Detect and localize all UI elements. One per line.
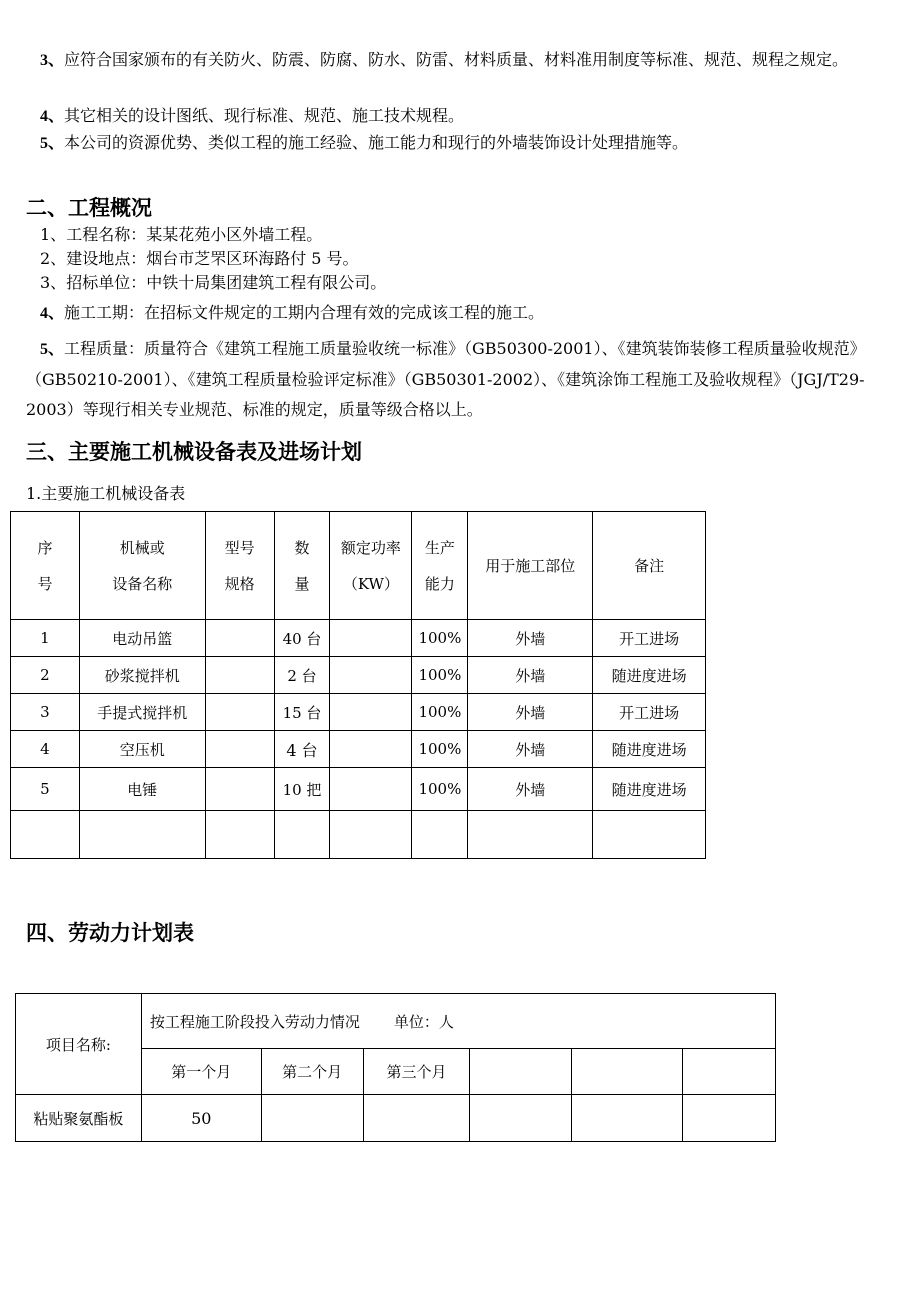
section-4-heading: 四、劳动力计划表: [26, 921, 194, 945]
labor-unit-text: 单位：人: [393, 1012, 454, 1031]
cell-capacity: 100%: [412, 657, 468, 694]
cell-qty: 40 台: [274, 620, 330, 657]
header-name: 机械或 设备名称: [79, 512, 205, 620]
clause-text: 应符合国家颁布的有关防火、防震、防腐、防水、防雷、材料质量、材料准用制度等标准、规范、规程之规定。: [64, 50, 849, 69]
labor-data-row: [16, 1095, 776, 1142]
value-month-1: 50: [141, 1095, 261, 1142]
cell-capacity: 100%: [412, 694, 468, 731]
cell-seq: 4: [11, 731, 80, 768]
cell-power: [330, 620, 412, 657]
table-row: [11, 731, 706, 768]
month-2: 第二个月: [261, 1049, 363, 1095]
value-month-3: [363, 1095, 470, 1142]
overview-item-1: [40, 223, 900, 247]
value-month-6: [683, 1095, 776, 1142]
header-qty: 数 量: [274, 512, 330, 620]
cell-power: [330, 731, 412, 768]
cell-seq: 5: [11, 768, 80, 811]
cell-part: 外墙: [468, 731, 593, 768]
cell-qty: 10 把: [274, 768, 330, 811]
labor-header-cell: [141, 994, 775, 1049]
clause-number: 3、: [40, 52, 65, 69]
cell-note: 开工进场: [593, 620, 706, 657]
month-5: [572, 1049, 683, 1095]
item-number: 3、: [40, 273, 67, 292]
cell-name: 手提式搅拌机: [79, 694, 205, 731]
clause-5: [40, 131, 900, 156]
item-number: 5、: [40, 341, 65, 358]
cell-seq: 2: [11, 657, 80, 694]
table-row: [11, 694, 706, 731]
cell-note: 开工进场: [593, 694, 706, 731]
table-header-row: [11, 512, 706, 620]
item-text: 建设地点：烟台市芝罘区环海路付 5 号。: [66, 249, 359, 268]
month-1: 第一个月: [141, 1049, 261, 1095]
item-text: 招标单位：中铁十局集团建筑工程有限公司。: [66, 273, 387, 292]
labor-plan-table: [15, 993, 776, 1142]
clause-4: [40, 104, 900, 129]
cell-model: [205, 731, 274, 768]
equipment-table: [10, 511, 706, 859]
cell-part: 外墙: [468, 620, 593, 657]
cell-seq: 3: [11, 694, 80, 731]
clause-text: 其它相关的设计图纸、现行标准、规范、施工技术规程。: [64, 106, 465, 125]
table-row: [11, 768, 706, 811]
cell-qty: 4 台: [274, 731, 330, 768]
cell-name: 电动吊篮: [79, 620, 205, 657]
header-note: 备注: [593, 512, 706, 620]
header-part: 用于施工部位: [468, 512, 593, 620]
cell-capacity: 100%: [412, 620, 468, 657]
cell-qty: 15 台: [274, 694, 330, 731]
cell-part: 外墙: [468, 694, 593, 731]
clause-number: 5、: [40, 135, 65, 152]
value-month-5: [572, 1095, 683, 1142]
cell-name: 空压机: [79, 731, 205, 768]
cell-qty: 2 台: [274, 657, 330, 694]
item-text: 工程名称：某某花苑小区外墙工程。: [66, 225, 323, 244]
cell-model: [205, 620, 274, 657]
labor-header-row: [16, 994, 776, 1049]
overview-item-4: [40, 301, 900, 326]
cell-name: 砂浆搅拌机: [79, 657, 205, 694]
item-number: 4、: [40, 305, 65, 322]
overview-item-2: [40, 247, 900, 271]
header-power: 额定功率 （KW）: [330, 512, 412, 620]
cell-part: 外墙: [468, 657, 593, 694]
cell-model: [205, 694, 274, 731]
month-4: [470, 1049, 572, 1095]
table-row: [11, 657, 706, 694]
overview-item-5: [26, 334, 882, 425]
cell-model: [205, 768, 274, 811]
table-row: [11, 620, 706, 657]
item-text: 工程质量：质量符合《建筑工程施工质量验收统一标准》（GB50300-2001）、《建筑装饰装修工程质量验收规范》（GB50210-2001）、《建筑工程质量检验评定标准》（GB50301-2002）、《建筑涂饰工程施工及验收规程》（JGJ/T29-2003）等现行相关专业规范、标准的规定，质量等级合格以上。: [26, 339, 866, 419]
table-caption: 1.主要施工机械设备表: [26, 484, 186, 503]
value-month-4: [470, 1095, 572, 1142]
overview-item-3: [40, 271, 900, 295]
cell-part: 外墙: [468, 768, 593, 811]
clause-text: 本公司的资源优势、类似工程的施工经验、施工能力和现行的外墙装饰设计处理措施等。: [64, 133, 689, 152]
section-3-heading: 三、主要施工机械设备表及进场计划: [26, 440, 362, 464]
header-seq: 序 号: [11, 512, 80, 620]
item-number: 1、: [40, 225, 67, 244]
section-2-heading: 二、工程概况: [26, 196, 152, 220]
table-row-empty: [11, 811, 706, 859]
cell-capacity: 100%: [412, 731, 468, 768]
cell-power: [330, 657, 412, 694]
month-6: [683, 1049, 776, 1095]
item-text: 施工工期：在招标文件规定的工期内合理有效的完成该工程的施工。: [64, 303, 545, 322]
cell-power: [330, 768, 412, 811]
cell-seq: 1: [11, 620, 80, 657]
item-number: 2、: [40, 249, 67, 268]
cell-model: [205, 657, 274, 694]
value-month-2: [261, 1095, 363, 1142]
cell-note: 随进度进场: [593, 768, 706, 811]
cell-capacity: 100%: [412, 768, 468, 811]
labor-header-text: 按工程施工阶段投入劳动力情况: [149, 1012, 360, 1031]
cell-note: 随进度进场: [593, 657, 706, 694]
clause-number: 4、: [40, 108, 65, 125]
project-name-label: 项目名称:: [16, 994, 142, 1095]
month-3: 第三个月: [363, 1049, 470, 1095]
clause-3: [26, 48, 886, 73]
cell-note: 随进度进场: [593, 731, 706, 768]
cell-name: 电锤: [79, 768, 205, 811]
row-label: 粘贴聚氨酯板: [16, 1095, 142, 1142]
header-capacity: 生产 能力: [412, 512, 468, 620]
cell-power: [330, 694, 412, 731]
header-model: 型号 规格: [205, 512, 274, 620]
